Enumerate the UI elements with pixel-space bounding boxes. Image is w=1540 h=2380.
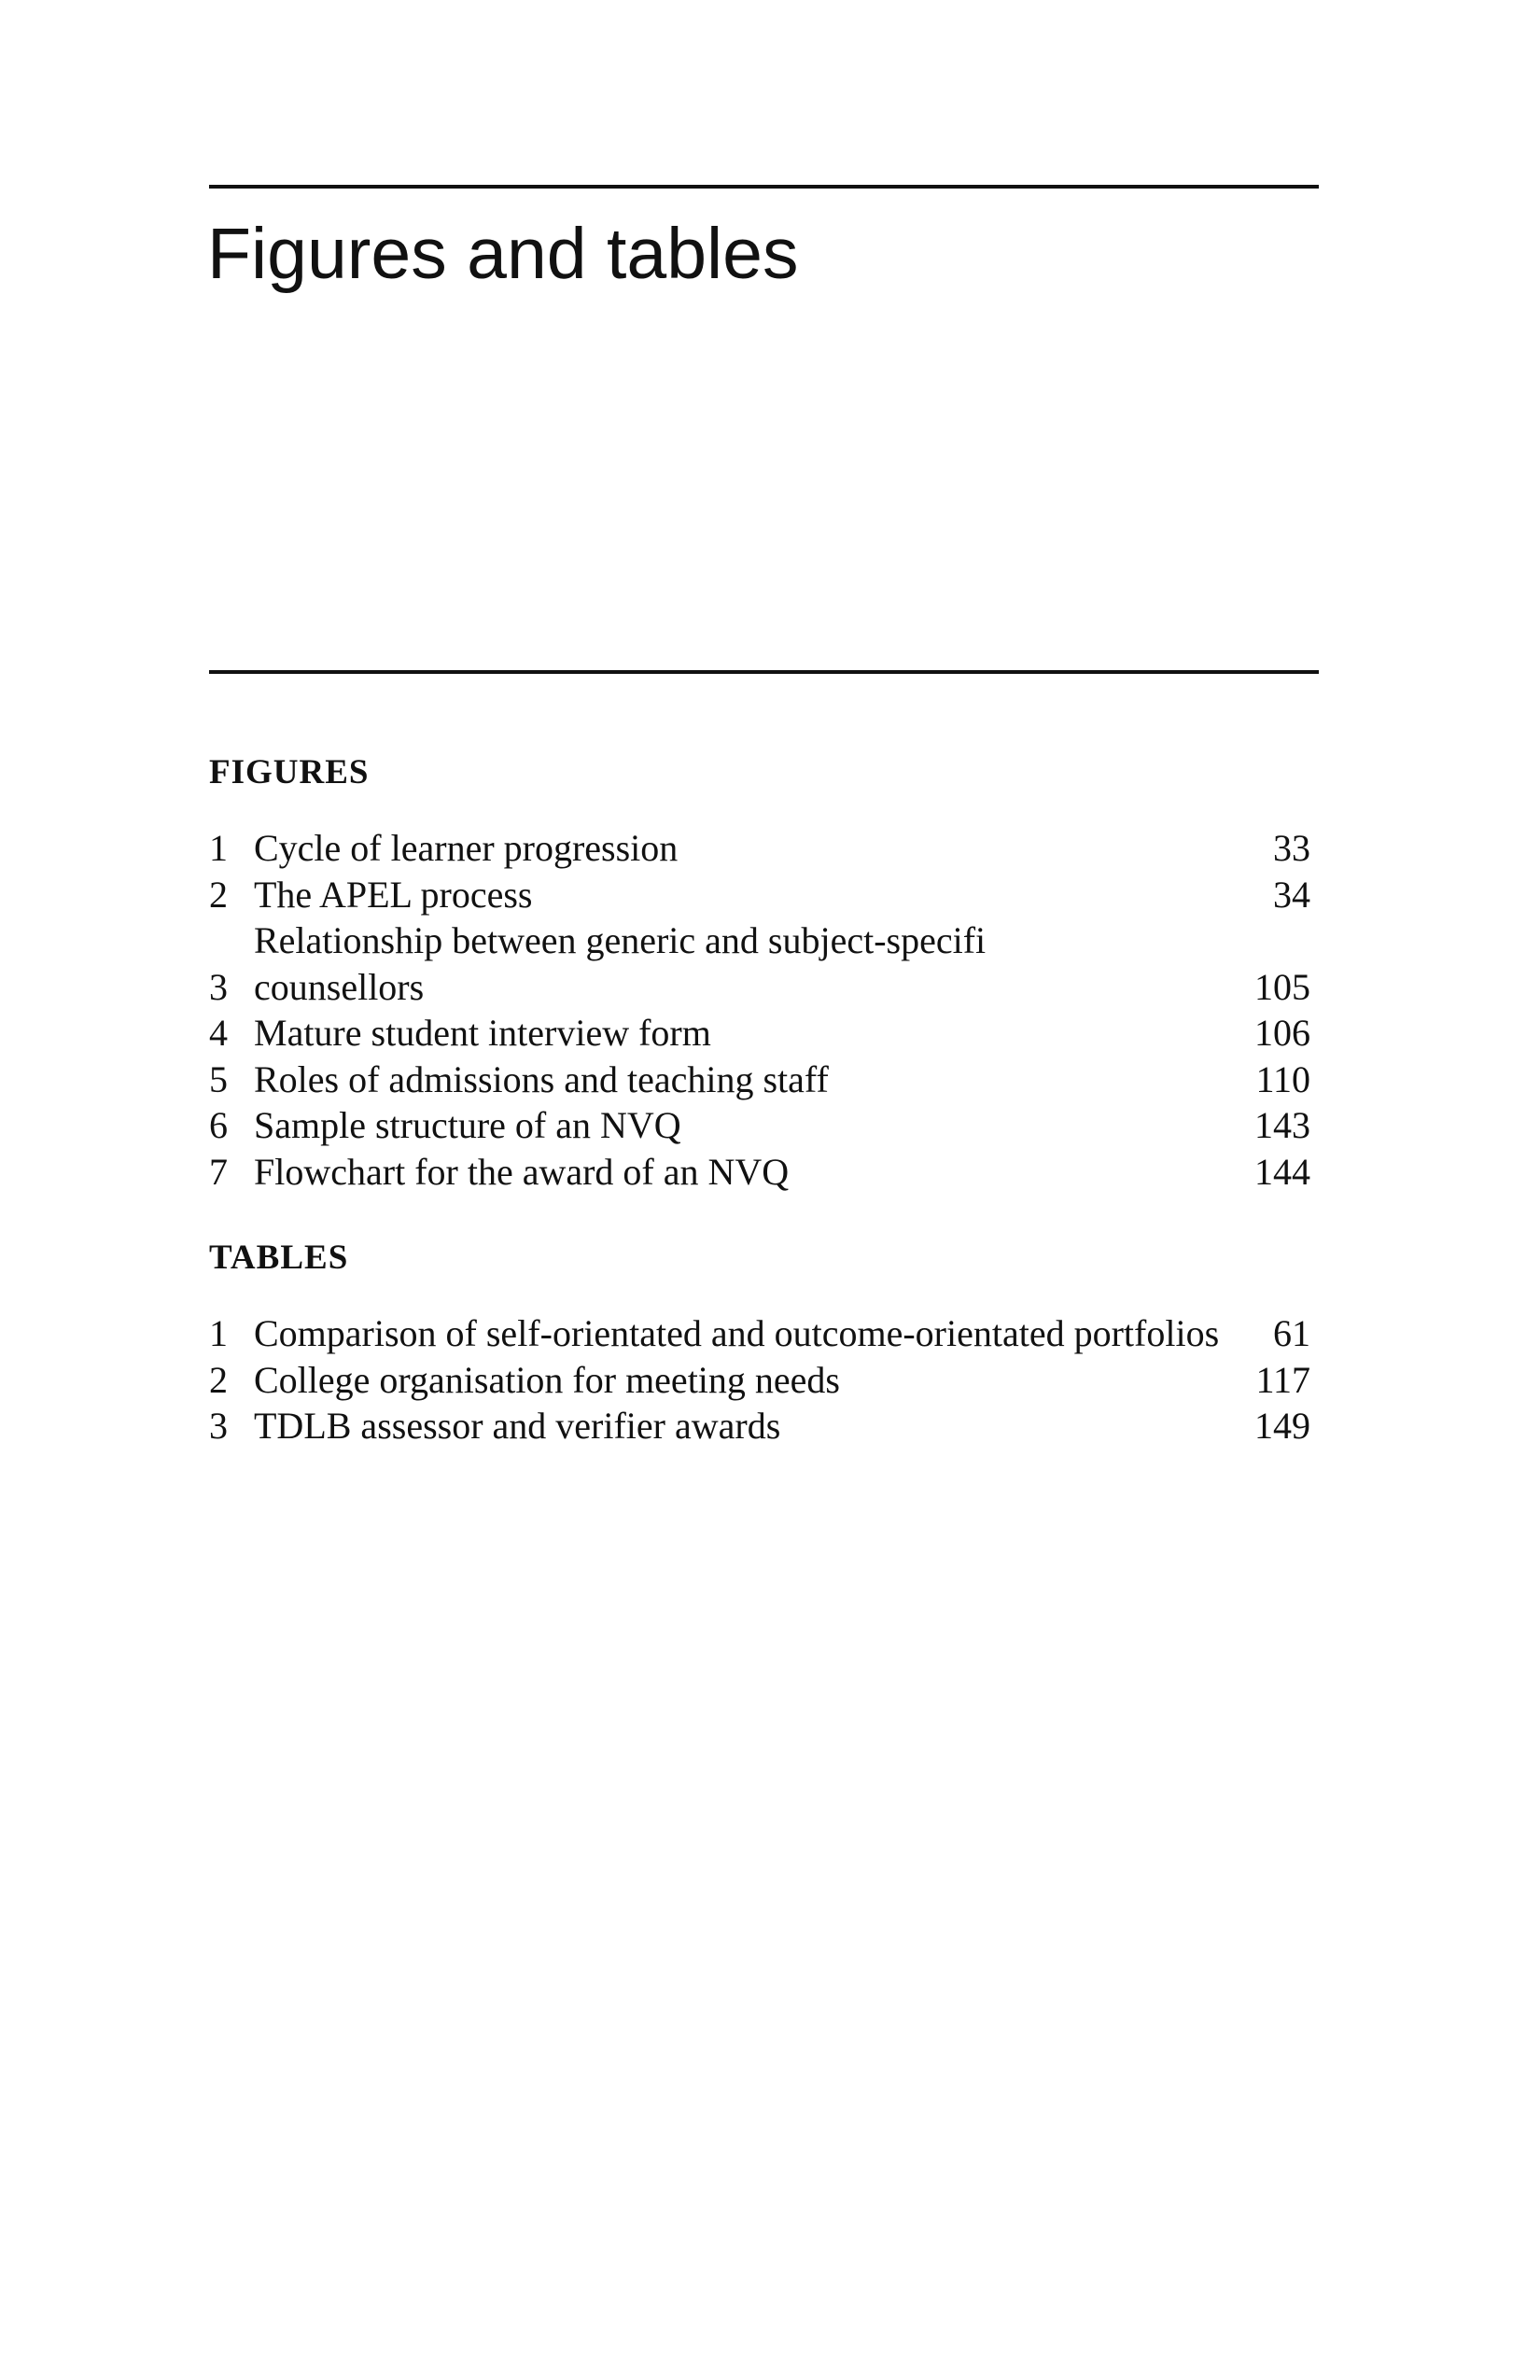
entry-title: The APEL process: [254, 873, 533, 916]
figure-entry[interactable]: [209, 1057, 1310, 1103]
entry-number: 4: [209, 1012, 228, 1054]
figure-entry[interactable]: [209, 825, 1310, 872]
entry-title: Relationship between generic and subject-specifi counsellors: [254, 919, 987, 1008]
table-entry[interactable]: [209, 1310, 1310, 1357]
entry-page-number: 105: [1254, 965, 1310, 1008]
entry-number: 6: [209, 1104, 228, 1146]
entry-page-number: 33: [1273, 827, 1310, 869]
top-rule: [209, 185, 1319, 189]
entry-title: Sample structure of an NVQ: [254, 1104, 681, 1146]
entry-page-number: 143: [1254, 1104, 1310, 1146]
entry-page-number: 106: [1254, 1012, 1310, 1054]
entry-number: 3: [209, 965, 228, 1008]
figures-section: [209, 745, 1310, 1195]
entry-number: 3: [209, 1405, 228, 1447]
figures-heading: FIGURES: [209, 753, 370, 791]
entry-number: 1: [209, 1312, 228, 1354]
figures-list: [209, 825, 1310, 1195]
page-title: Figures and tables: [207, 214, 799, 294]
tables-section: [209, 1230, 1310, 1449]
figure-entry[interactable]: [209, 1149, 1310, 1196]
table-entry[interactable]: [209, 1403, 1310, 1449]
figure-entry[interactable]: [209, 917, 1310, 1010]
entry-title: Comparison of self-orientated and outcome-orientated portfolios: [254, 1312, 1220, 1354]
entry-page-number: 110: [1255, 1057, 1310, 1100]
figure-entry[interactable]: [209, 1102, 1310, 1149]
figure-entry[interactable]: [209, 872, 1310, 918]
section-rule: [209, 670, 1319, 674]
entry-title: Cycle of learner progression: [254, 827, 679, 869]
entry-number: 5: [209, 1057, 228, 1100]
entry-title: Mature student interview form: [254, 1012, 711, 1054]
entry-number: 2: [209, 873, 228, 916]
entry-title: Roles of admissions and teaching staff: [254, 1057, 829, 1100]
entry-page-number: 144: [1254, 1150, 1310, 1193]
entry-page-number: 61: [1273, 1312, 1310, 1354]
figure-entry[interactable]: [209, 1010, 1310, 1057]
entry-title: TDLB assessor and verifier awards: [254, 1405, 781, 1447]
table-entry[interactable]: [209, 1357, 1310, 1404]
entry-page-number: 149: [1254, 1405, 1310, 1447]
entry-number: 7: [209, 1150, 228, 1193]
tables-list: [209, 1310, 1310, 1449]
entry-page-number: 34: [1273, 873, 1310, 916]
entry-number: 1: [209, 827, 228, 869]
entry-number: 2: [209, 1358, 228, 1401]
entry-title: Flowchart for the award of an NVQ: [254, 1150, 790, 1193]
entry-page-number: 117: [1255, 1358, 1310, 1401]
entry-title: College organisation for meeting needs: [254, 1358, 840, 1401]
tables-heading: TABLES: [209, 1239, 349, 1277]
